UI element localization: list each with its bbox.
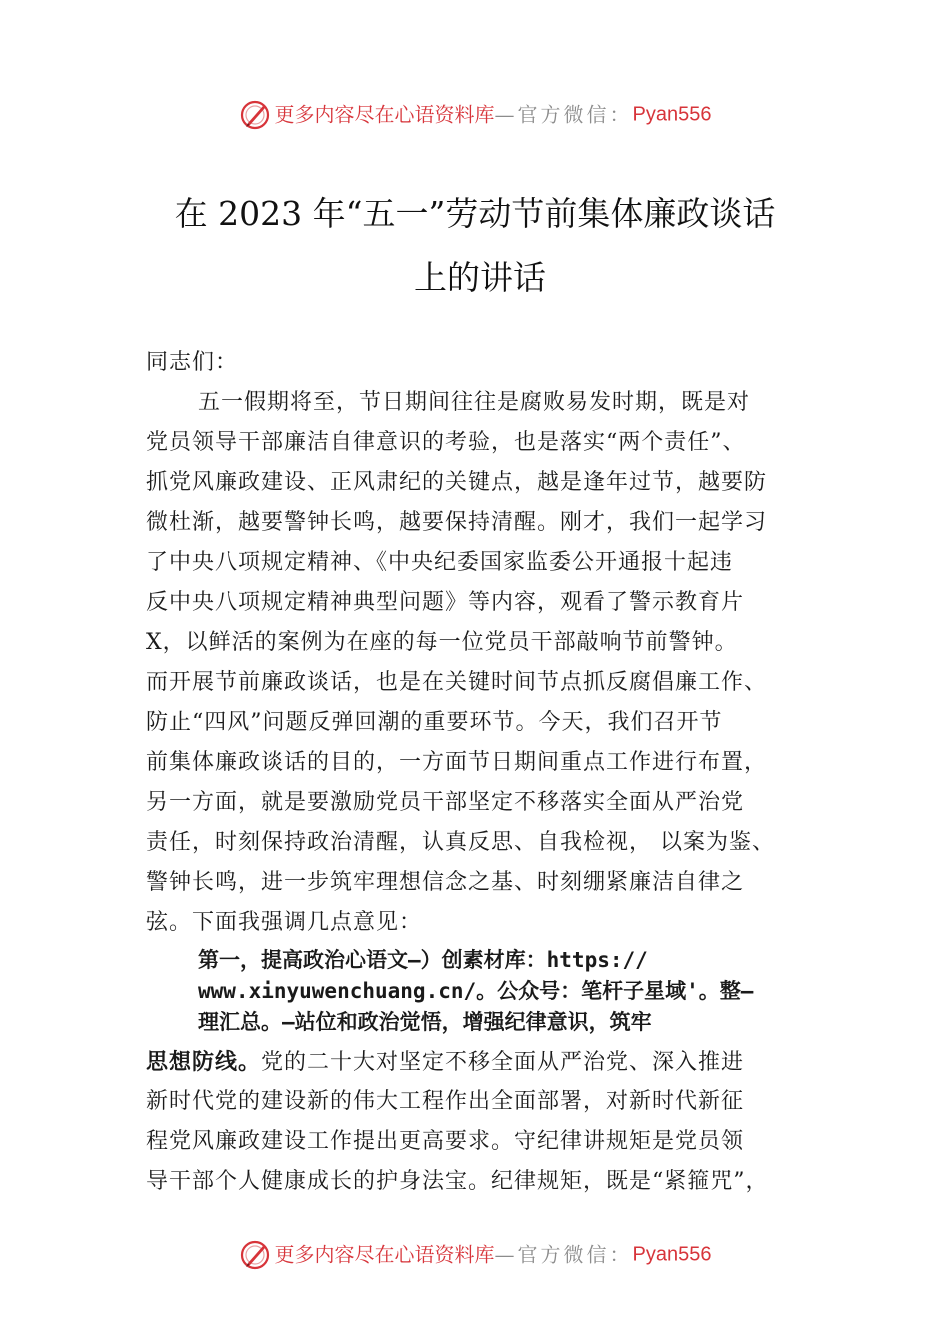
- watermark-wechat-label: 官方微信：: [517, 102, 633, 127]
- paragraph-line: 另一方面，就是要激励党员干部坚定不移落实全面从严治党: [146, 790, 745, 815]
- paragraph-line: X，以鲜活的案例为在座的每一位党员干部敲响节前警钟。: [146, 630, 738, 655]
- watermark-wechat-label: 官方微信：: [517, 1242, 633, 1267]
- watermark-wechat-id: Pyan556: [632, 1243, 712, 1266]
- title-line-2: 上的讲话: [414, 258, 546, 297]
- paragraph-line: 新时代党的建设新的伟大工程作出全面部署，对新时代新征: [146, 1089, 745, 1114]
- paragraph-line: 了中央八项规定精神、《中央纪委国家监委公开通报十起违: [146, 550, 734, 575]
- paragraph-line: 反中央八项规定精神典型问题》等内容，观看了警示教育片: [146, 590, 745, 615]
- document-title: [0, 182, 950, 310]
- lead-rest: 党的二十大对坚定不移全面从严治党、深入推进: [261, 1050, 745, 1075]
- paragraph-2: [146, 1042, 826, 1202]
- paragraph-line: 而开展节前廉政谈话，也是在关键时间节点抓反腐倡廉工作、: [146, 670, 768, 695]
- paragraph-line: 党员领导干部廉洁自律意识的考验，也是落实“两个责任”、: [146, 430, 746, 455]
- paragraph-line: 五一假期将至，节日期间往往是腐败易发时期，既是对: [198, 390, 751, 415]
- salutation: 同志们：: [146, 350, 239, 375]
- paragraph-line: 程党风廉政建设工作提出更高要求。守纪律讲规矩是党员领: [146, 1129, 745, 1154]
- footer-watermark: [0, 1238, 950, 1271]
- document-body: [146, 343, 826, 1202]
- paragraph-line: 防止“四风”问题反弹回潮的重要环节。今天，我们召开节: [146, 710, 723, 735]
- header-watermark: [0, 98, 950, 131]
- heading-line: 第一，提高政治心语文—）创素材库：https://: [198, 948, 648, 972]
- watermark-separator: —: [494, 102, 518, 127]
- pen-logo-icon: [239, 99, 271, 131]
- paragraph-line: 前集体廉政谈话的目的，一方面节日期间重点工作进行布置，: [146, 750, 768, 775]
- heading-line: www.xinyuwenchuang.cn/。公众号：笔杆子星域'。整—: [198, 979, 754, 1003]
- paragraph-line: 警钟长鸣，进一步筑牢理想信念之基、时刻绷紧廉洁自律之: [146, 870, 745, 895]
- watermark-brand: 更多内容尽在心语资料库: [274, 1242, 495, 1267]
- watermark-brand: 更多内容尽在心语资料库: [274, 102, 495, 127]
- heading-line: 理汇总。—站位和政治觉悟，增强纪律意识，筑牢: [198, 1010, 652, 1034]
- paragraph-line: 弦。下面我强调几点意见：: [146, 910, 423, 935]
- bold-lead: 思想防线。: [146, 1049, 262, 1075]
- paragraph-1: [146, 383, 826, 943]
- section-heading-1: [146, 945, 826, 1038]
- title-line-1: 在 2023 年“五一”劳动节前集体廉政谈话: [174, 194, 776, 233]
- paragraph-line: 抓党风廉政建设、正风肃纪的关键点，越是逢年过节，越要防: [146, 470, 768, 495]
- pen-logo-icon: [239, 1239, 271, 1271]
- paragraph-line: 责任，时刻保持政治清醒，认真反思、自我检视， 以案为鉴、: [146, 830, 775, 855]
- paragraph-line: 微杜渐，越要警钟长鸣，越要保持清醒。刚才，我们一起学习: [146, 510, 768, 535]
- watermark-wechat-id: Pyan556: [632, 103, 712, 126]
- paragraph-line: [146, 1042, 826, 1082]
- watermark-separator: —: [494, 1242, 518, 1267]
- paragraph-line: 导干部个人健康成长的护身法宝。纪律规矩，既是“紧箍咒”，: [146, 1169, 769, 1194]
